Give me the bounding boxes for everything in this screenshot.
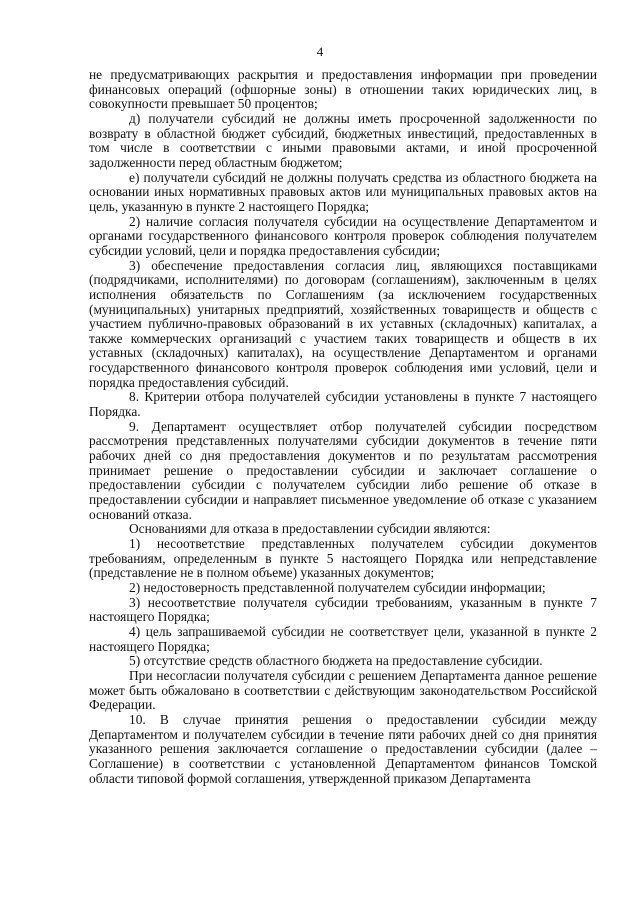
paragraph-refusal-2: 2) недостоверность представленной получателем субсидии информации; bbox=[129, 579, 546, 595]
paragraph-item-3: 3) обеспечение предоставления согласия лиц, являющихся поставщиками (подрядчиками, исполнителями) по договорам (соглашениям), заключенным в целях исполнения обязательств по Соглашениям (за исключением государственных (муниципальных) унитарных предприятий, хозяйственных товариществ и обществ с участием публично-правовых образований в их уставных (складочных) капиталах, а также коммерческих организаций с участием таких товариществ и обществ в их уставных (складочных) капиталах), на осуществление Департаментом и органами государственного финансового контроля проверок соблюдения ими условий, цели и порядка предоставления субсидий. bbox=[89, 257, 597, 390]
paragraph-clause-9: 9. Департамент осуществляет отбор получателей субсидии посредством рассмотрения представленных получателями субсидии документов в течение пяти рабочих дней со дня предоставления документов и по результатам рассмотрения принимает решение о предоставлении субсидии и заключает соглашение о предоставлении субсидии с получателем субсидии либо решение об отказе в предоставлении субсидии и направляет письменное уведомление об отказе с указанием оснований отказа. bbox=[89, 418, 597, 522]
paragraph-clause-8: 8. Критерии отбора получателей субсидии установлены в пункте 7 настоящего Порядка. bbox=[89, 389, 597, 420]
page-number: 4 bbox=[316, 44, 324, 59]
paragraph-clause-10: 10. В случае принятия решения о предоставлении субсидии между Департаментом и получателем субсидии в течение пяти рабочих дней со дня принятия указанного решения заключается соглашение о предоставлении субсидии (далее – Соглашение) в соответствии с установленной Департаментом финансов Томской области типовой формой соглашения, утвержденной приказом Департамента bbox=[89, 711, 597, 786]
paragraph-refusal-1: 1) несоответствие представленных получателем субсидии документов требованиям, определенным в пункте 5 настоящего Порядка или непредставление (представление не в полном объеме) указанных документов; bbox=[89, 536, 597, 581]
paragraph-item-e: е) получатели субсидий не должны получать средства из областного бюджета на основании иных нормативных правовых актов или муниципальных правовых актов на цель, указанную в пункте 2 настоящего Порядка; bbox=[89, 169, 597, 214]
paragraph-refusal-3: 3) несоответствие получателя субсидии требованиям, указанным в пункте 7 настоящего Порядка; bbox=[89, 594, 597, 625]
paragraph-refusal-5: 5) отсутствие средств областного бюджета на предоставление субсидии. bbox=[129, 653, 543, 669]
paragraph-refusal-4: 4) цель запрашиваемой субсидии не соответствует цели, указанной в пункте 2 настоящего Порядка; bbox=[89, 623, 597, 654]
paragraph-offshore-continuation: не предусматривающих раскрытия и предоставления информации при проведении финансовых операций (офшорные зоны) в отношении таких юридических лиц, в совокупности превышает 50 процентов; bbox=[89, 67, 597, 112]
document-body bbox=[89, 68, 597, 786]
paragraph-item-2: 2) наличие согласия получателя субсидии на осуществление Департаментом и органами государственного финансового контроля проверок соблюдения получателем субсидии условий, цели и порядка предоставления субсидии; bbox=[89, 213, 597, 258]
paragraph-refusal-grounds-intro: Основаниями для отказа в предоставлении субсидии являются: bbox=[129, 521, 491, 537]
paragraph-appeal: При несогласии получателя субсидии с решением Департамента данное решение может быть обжаловано в соответствии с действующим законодательством Российской Федерации. bbox=[89, 667, 597, 713]
paragraph-item-d: д) получатели субсидий не должны иметь просроченной задолженности по возврату в областной бюджет субсидий, бюджетных инвестиций, предоставленных в том числе в соответствии с иными правовыми актами, и иной просроченной задолженности перед областным бюджетом; bbox=[89, 110, 597, 170]
